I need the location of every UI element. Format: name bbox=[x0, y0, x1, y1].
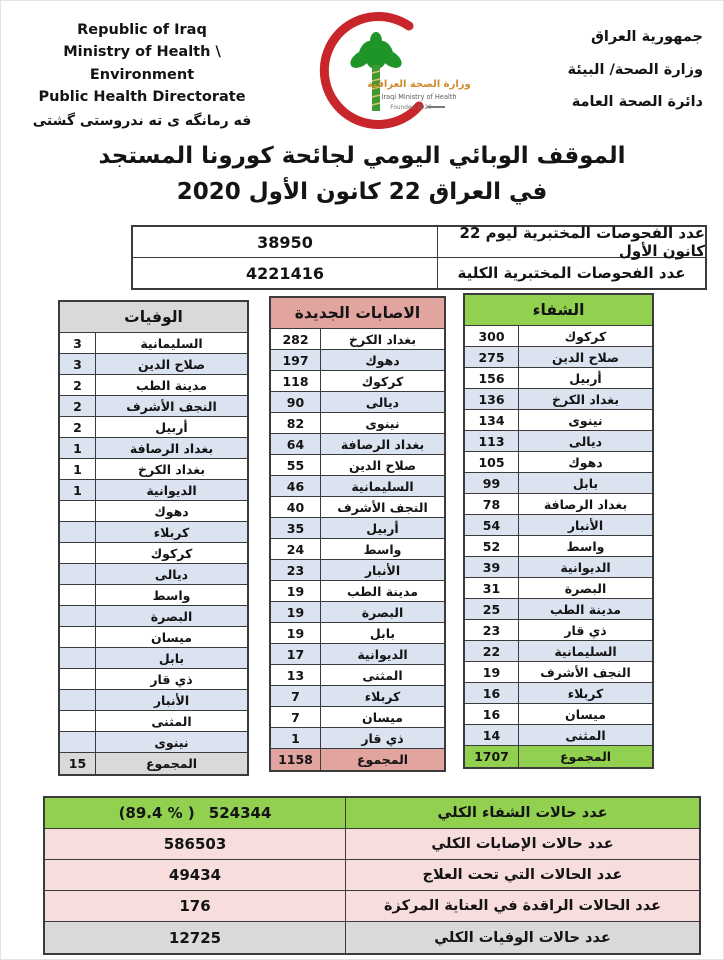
case-count: 1 bbox=[60, 480, 96, 500]
province-name: بغداد الكرخ bbox=[137, 461, 206, 477]
table-row bbox=[60, 627, 247, 648]
table-total-row bbox=[60, 753, 247, 774]
summary-label: عدد حالات الوفيات الكلي bbox=[434, 929, 611, 946]
case-count bbox=[60, 690, 96, 710]
table-row bbox=[465, 536, 652, 557]
province-name: بغداد الرصافة bbox=[340, 436, 425, 452]
table-row bbox=[60, 585, 247, 606]
summary-label: عدد الحالات التي تحت العلاج bbox=[422, 867, 623, 883]
case-count: 197 bbox=[271, 350, 321, 370]
table-row bbox=[271, 371, 444, 392]
province-name: النجف الأشرف bbox=[540, 664, 631, 680]
page-title-line2: في العراق 22 كانون الأول 2020 bbox=[176, 178, 548, 205]
total-count: 15 bbox=[60, 753, 96, 774]
table-total-row bbox=[465, 746, 652, 767]
tests-label: عدد الفحوصات المختبرية الكلية bbox=[457, 264, 686, 282]
province-name: الديوانية bbox=[560, 559, 611, 575]
case-count: 52 bbox=[465, 536, 519, 556]
case-count bbox=[60, 606, 96, 626]
table-row bbox=[271, 476, 444, 497]
province-name: كركوك bbox=[150, 545, 193, 561]
summary-value bbox=[45, 891, 346, 921]
table-row bbox=[271, 434, 444, 455]
case-count: 35 bbox=[271, 518, 321, 538]
case-count: 39 bbox=[465, 557, 519, 577]
table-row bbox=[465, 326, 652, 347]
case-count: 78 bbox=[465, 494, 519, 514]
table-row bbox=[60, 396, 247, 417]
case-count: 14 bbox=[465, 725, 519, 745]
case-count: 23 bbox=[271, 560, 321, 580]
province-name: بابل bbox=[158, 650, 185, 666]
summary-row bbox=[45, 860, 699, 891]
table-row bbox=[465, 704, 652, 725]
table-row bbox=[271, 728, 444, 749]
cumulative-summary-table bbox=[43, 796, 701, 955]
province-name: دهوك bbox=[154, 503, 189, 519]
table-row bbox=[271, 644, 444, 665]
summary-value bbox=[45, 798, 346, 828]
table-row bbox=[465, 557, 652, 578]
table-row bbox=[60, 669, 247, 690]
province-name: أربيل bbox=[366, 520, 399, 536]
case-count: 136 bbox=[465, 389, 519, 409]
summary-label: عدد الحالات الراقدة في العناية المركزة bbox=[384, 898, 662, 914]
case-count: 2 bbox=[60, 417, 96, 437]
summary-value bbox=[45, 860, 346, 890]
case-count: 1 bbox=[60, 438, 96, 458]
table-row bbox=[271, 581, 444, 602]
case-count bbox=[60, 711, 96, 731]
table-row bbox=[465, 473, 652, 494]
table-row bbox=[271, 707, 444, 728]
case-count bbox=[60, 501, 96, 521]
total-count: 1158 bbox=[271, 749, 321, 770]
case-count: 105 bbox=[465, 452, 519, 472]
case-count: 1 bbox=[60, 459, 96, 479]
page-title-line1: الموقف الوبائي اليومي لجائحة كورونا المستجد bbox=[98, 143, 626, 169]
province-name: الأنبار bbox=[567, 517, 604, 533]
case-count bbox=[60, 627, 96, 647]
table-title: الشفاء bbox=[465, 295, 652, 326]
tests-table-row bbox=[133, 258, 705, 288]
table-row bbox=[271, 602, 444, 623]
province-name: ديالى bbox=[154, 566, 189, 582]
province-name: دهوك bbox=[568, 454, 603, 470]
english-header-line: Ministry of Health \ Environment bbox=[63, 44, 221, 83]
province-name: ذي قار bbox=[361, 730, 404, 746]
case-count: 2 bbox=[60, 396, 96, 416]
case-count: 82 bbox=[271, 413, 321, 433]
summary-count: 586503 bbox=[163, 835, 227, 853]
table-row bbox=[60, 480, 247, 501]
case-count bbox=[60, 648, 96, 668]
table-row bbox=[271, 497, 444, 518]
table-row bbox=[60, 417, 247, 438]
province-name: النجف الأشرف bbox=[337, 499, 428, 515]
case-count: 24 bbox=[271, 539, 321, 559]
summary-value bbox=[45, 922, 346, 953]
table-row bbox=[465, 620, 652, 641]
table-row bbox=[465, 641, 652, 662]
case-count: 282 bbox=[271, 329, 321, 349]
case-count: 3 bbox=[60, 354, 96, 374]
table-row bbox=[465, 410, 652, 431]
table-row bbox=[60, 690, 247, 711]
table-row bbox=[60, 522, 247, 543]
case-count: 46 bbox=[271, 476, 321, 496]
table-row bbox=[271, 518, 444, 539]
recovery-percentage: (89.4 % ) bbox=[118, 804, 195, 822]
new-infections-table bbox=[269, 296, 446, 772]
table-row bbox=[271, 560, 444, 581]
case-count bbox=[60, 669, 96, 689]
province-name: نينوى bbox=[365, 415, 400, 431]
table-row bbox=[60, 354, 247, 375]
case-count: 99 bbox=[465, 473, 519, 493]
province-name: النجف الأشرف bbox=[126, 398, 217, 414]
table-row bbox=[465, 662, 652, 683]
case-count: 2 bbox=[60, 375, 96, 395]
summary-row bbox=[45, 891, 699, 922]
province-name: واسط bbox=[566, 538, 605, 554]
case-count: 90 bbox=[271, 392, 321, 412]
table-row bbox=[465, 347, 652, 368]
province-name: ميسان bbox=[565, 706, 606, 722]
table-row bbox=[60, 501, 247, 522]
crescent-palm-logo-icon bbox=[293, 7, 473, 139]
case-count bbox=[60, 543, 96, 563]
table-row bbox=[271, 686, 444, 707]
province-name: السليمانية bbox=[554, 643, 617, 659]
province-name: بغداد الكرخ bbox=[348, 331, 417, 347]
arabic-header-line: جمهورية العراق bbox=[590, 29, 703, 45]
province-name: كربلاء bbox=[364, 688, 401, 704]
province-name: السليمانية bbox=[351, 478, 414, 494]
province-name: كركوك bbox=[361, 373, 404, 389]
summary-row bbox=[45, 922, 699, 953]
table-row bbox=[60, 438, 247, 459]
province-name: السليمانية bbox=[140, 335, 203, 351]
kurdish-header-line: فه رمانگه ی ته ندروستی گشتی bbox=[32, 112, 252, 129]
case-count: 23 bbox=[465, 620, 519, 640]
province-name: ميسان bbox=[362, 709, 403, 725]
deaths-table bbox=[58, 300, 249, 776]
table-row bbox=[60, 606, 247, 627]
ministry-of-health-logo bbox=[293, 7, 473, 139]
table-row bbox=[60, 333, 247, 354]
table-row bbox=[271, 455, 444, 476]
table-total-row bbox=[271, 749, 444, 770]
province-name: أربيل bbox=[569, 370, 602, 386]
province-name: واسط bbox=[152, 587, 191, 603]
province-name: بغداد الرصافة bbox=[543, 496, 628, 512]
province-name: مدينة الطب bbox=[346, 583, 419, 599]
table-row bbox=[465, 725, 652, 746]
case-count bbox=[60, 564, 96, 584]
tests-table-row bbox=[133, 224, 705, 260]
province-name: المثنى bbox=[565, 727, 606, 743]
total-label: المجموع bbox=[356, 752, 409, 767]
table-row bbox=[465, 452, 652, 473]
case-count: 300 bbox=[465, 326, 519, 346]
province-name: مدينة الطب bbox=[135, 377, 208, 393]
table-row bbox=[60, 564, 247, 585]
province-name: المثنى bbox=[151, 713, 192, 729]
table-row bbox=[60, 732, 247, 753]
arabic-header-line: دائرة الصحة العامة bbox=[571, 94, 703, 111]
table-row bbox=[60, 711, 247, 732]
case-count: 16 bbox=[465, 704, 519, 724]
total-count: 1707 bbox=[465, 746, 519, 767]
province-name: الديوانية bbox=[146, 482, 197, 498]
case-count: 19 bbox=[271, 581, 321, 601]
province-name: ذي قار bbox=[564, 622, 607, 638]
province-name: كربلاء bbox=[153, 524, 190, 540]
summary-count: 12725 bbox=[168, 928, 222, 947]
case-count: 3 bbox=[60, 333, 96, 353]
table-row bbox=[60, 543, 247, 564]
summary-count: 524344 bbox=[208, 804, 272, 822]
lab-tests-table bbox=[131, 225, 707, 290]
province-name: ديالى bbox=[365, 394, 400, 410]
summary-count: 49434 bbox=[168, 866, 222, 884]
province-name: الأنبار bbox=[364, 562, 401, 578]
case-count: 22 bbox=[465, 641, 519, 661]
case-count: 16 bbox=[465, 683, 519, 703]
case-count: 134 bbox=[465, 410, 519, 430]
case-count: 17 bbox=[271, 644, 321, 664]
table-title: الاصابات الجديدة bbox=[271, 298, 444, 329]
province-name: بابل bbox=[369, 625, 396, 641]
case-count: 118 bbox=[271, 371, 321, 391]
tests-count: 38950 bbox=[133, 227, 438, 257]
province-name: بغداد الكرخ bbox=[551, 391, 620, 407]
province-name: نينوى bbox=[568, 412, 603, 428]
tests-count: 4221416 bbox=[133, 258, 438, 288]
table-row bbox=[271, 350, 444, 371]
summary-label: عدد حالات الشفاء الكلي bbox=[437, 805, 608, 821]
table-row bbox=[60, 375, 247, 396]
table-row bbox=[465, 578, 652, 599]
summary-value bbox=[45, 829, 346, 859]
case-count: 275 bbox=[465, 347, 519, 367]
tests-label: عدد الفحوصات المختبرية ليوم 22 كانون الأول bbox=[459, 224, 705, 260]
table-row bbox=[60, 648, 247, 669]
english-header-block bbox=[13, 19, 271, 133]
case-count: 19 bbox=[271, 602, 321, 622]
case-count: 40 bbox=[271, 497, 321, 517]
province-name: كركوك bbox=[564, 328, 607, 344]
table-row bbox=[271, 539, 444, 560]
case-count: 31 bbox=[465, 578, 519, 598]
table-row bbox=[465, 683, 652, 704]
province-name: ميسان bbox=[151, 629, 192, 645]
province-name: الأنبار bbox=[153, 692, 190, 708]
arabic-header-block bbox=[523, 21, 703, 119]
case-count: 19 bbox=[271, 623, 321, 643]
table-row bbox=[271, 392, 444, 413]
case-count: 7 bbox=[271, 686, 321, 706]
case-count: 19 bbox=[465, 662, 519, 682]
table-row bbox=[271, 665, 444, 686]
arabic-header-line: وزارة الصحة/ البيئة bbox=[567, 61, 703, 78]
table-row bbox=[60, 459, 247, 480]
province-name: البصرة bbox=[361, 604, 404, 620]
case-count bbox=[60, 732, 96, 752]
case-count: 64 bbox=[271, 434, 321, 454]
logo-english-caption: Iraqi Ministry of Health bbox=[381, 93, 457, 101]
logo-founded-caption: Founded 1920 bbox=[390, 105, 432, 111]
table-row bbox=[465, 494, 652, 515]
summary-row bbox=[45, 798, 699, 829]
case-count: 156 bbox=[465, 368, 519, 388]
table-row bbox=[465, 515, 652, 536]
table-title: الوفيات bbox=[60, 302, 247, 333]
province-name: صلاح الدين bbox=[551, 349, 620, 365]
case-count: 13 bbox=[271, 665, 321, 685]
province-name: ديالى bbox=[568, 433, 603, 449]
case-count: 1 bbox=[271, 728, 321, 748]
total-label: المجموع bbox=[145, 756, 198, 771]
table-row bbox=[271, 329, 444, 350]
province-name: مدينة الطب bbox=[549, 601, 622, 617]
province-name: بابل bbox=[572, 475, 599, 491]
province-name: البصرة bbox=[564, 580, 607, 596]
summary-row bbox=[45, 829, 699, 860]
province-name: المثنى bbox=[362, 667, 403, 683]
case-count: 55 bbox=[271, 455, 321, 475]
case-count: 113 bbox=[465, 431, 519, 451]
summary-label: عدد حالات الإصابات الكلي bbox=[431, 836, 614, 852]
province-name: أربيل bbox=[155, 419, 188, 435]
summary-count: 176 bbox=[179, 897, 211, 915]
table-row bbox=[465, 599, 652, 620]
province-name: صلاح الدين bbox=[348, 457, 417, 473]
province-name: دهوك bbox=[365, 352, 400, 368]
province-name: واسط bbox=[363, 541, 402, 557]
page-title bbox=[1, 139, 723, 210]
table-row bbox=[465, 431, 652, 452]
province-name: ذي قار bbox=[150, 671, 193, 687]
case-count bbox=[60, 585, 96, 605]
table-row bbox=[271, 413, 444, 434]
table-row bbox=[465, 389, 652, 410]
province-name: صلاح الدين bbox=[137, 356, 206, 372]
english-header-line: Public Health Directorate bbox=[38, 89, 246, 106]
case-count: 54 bbox=[465, 515, 519, 535]
case-count: 7 bbox=[271, 707, 321, 727]
english-header-line: Republic of Iraq bbox=[77, 22, 207, 38]
province-name: كربلاء bbox=[567, 685, 604, 701]
table-row bbox=[465, 368, 652, 389]
case-count bbox=[60, 522, 96, 542]
case-count: 25 bbox=[465, 599, 519, 619]
province-name: البصرة bbox=[150, 608, 193, 624]
logo-arabic-caption: وزارة الصحة العراقية bbox=[367, 79, 471, 90]
table-row bbox=[271, 623, 444, 644]
recovery-table bbox=[463, 293, 654, 769]
total-label: المجموع bbox=[559, 749, 612, 764]
province-name: نينوى bbox=[154, 734, 189, 750]
province-name: الديوانية bbox=[357, 646, 408, 662]
province-name: بغداد الرصافة bbox=[129, 440, 214, 456]
